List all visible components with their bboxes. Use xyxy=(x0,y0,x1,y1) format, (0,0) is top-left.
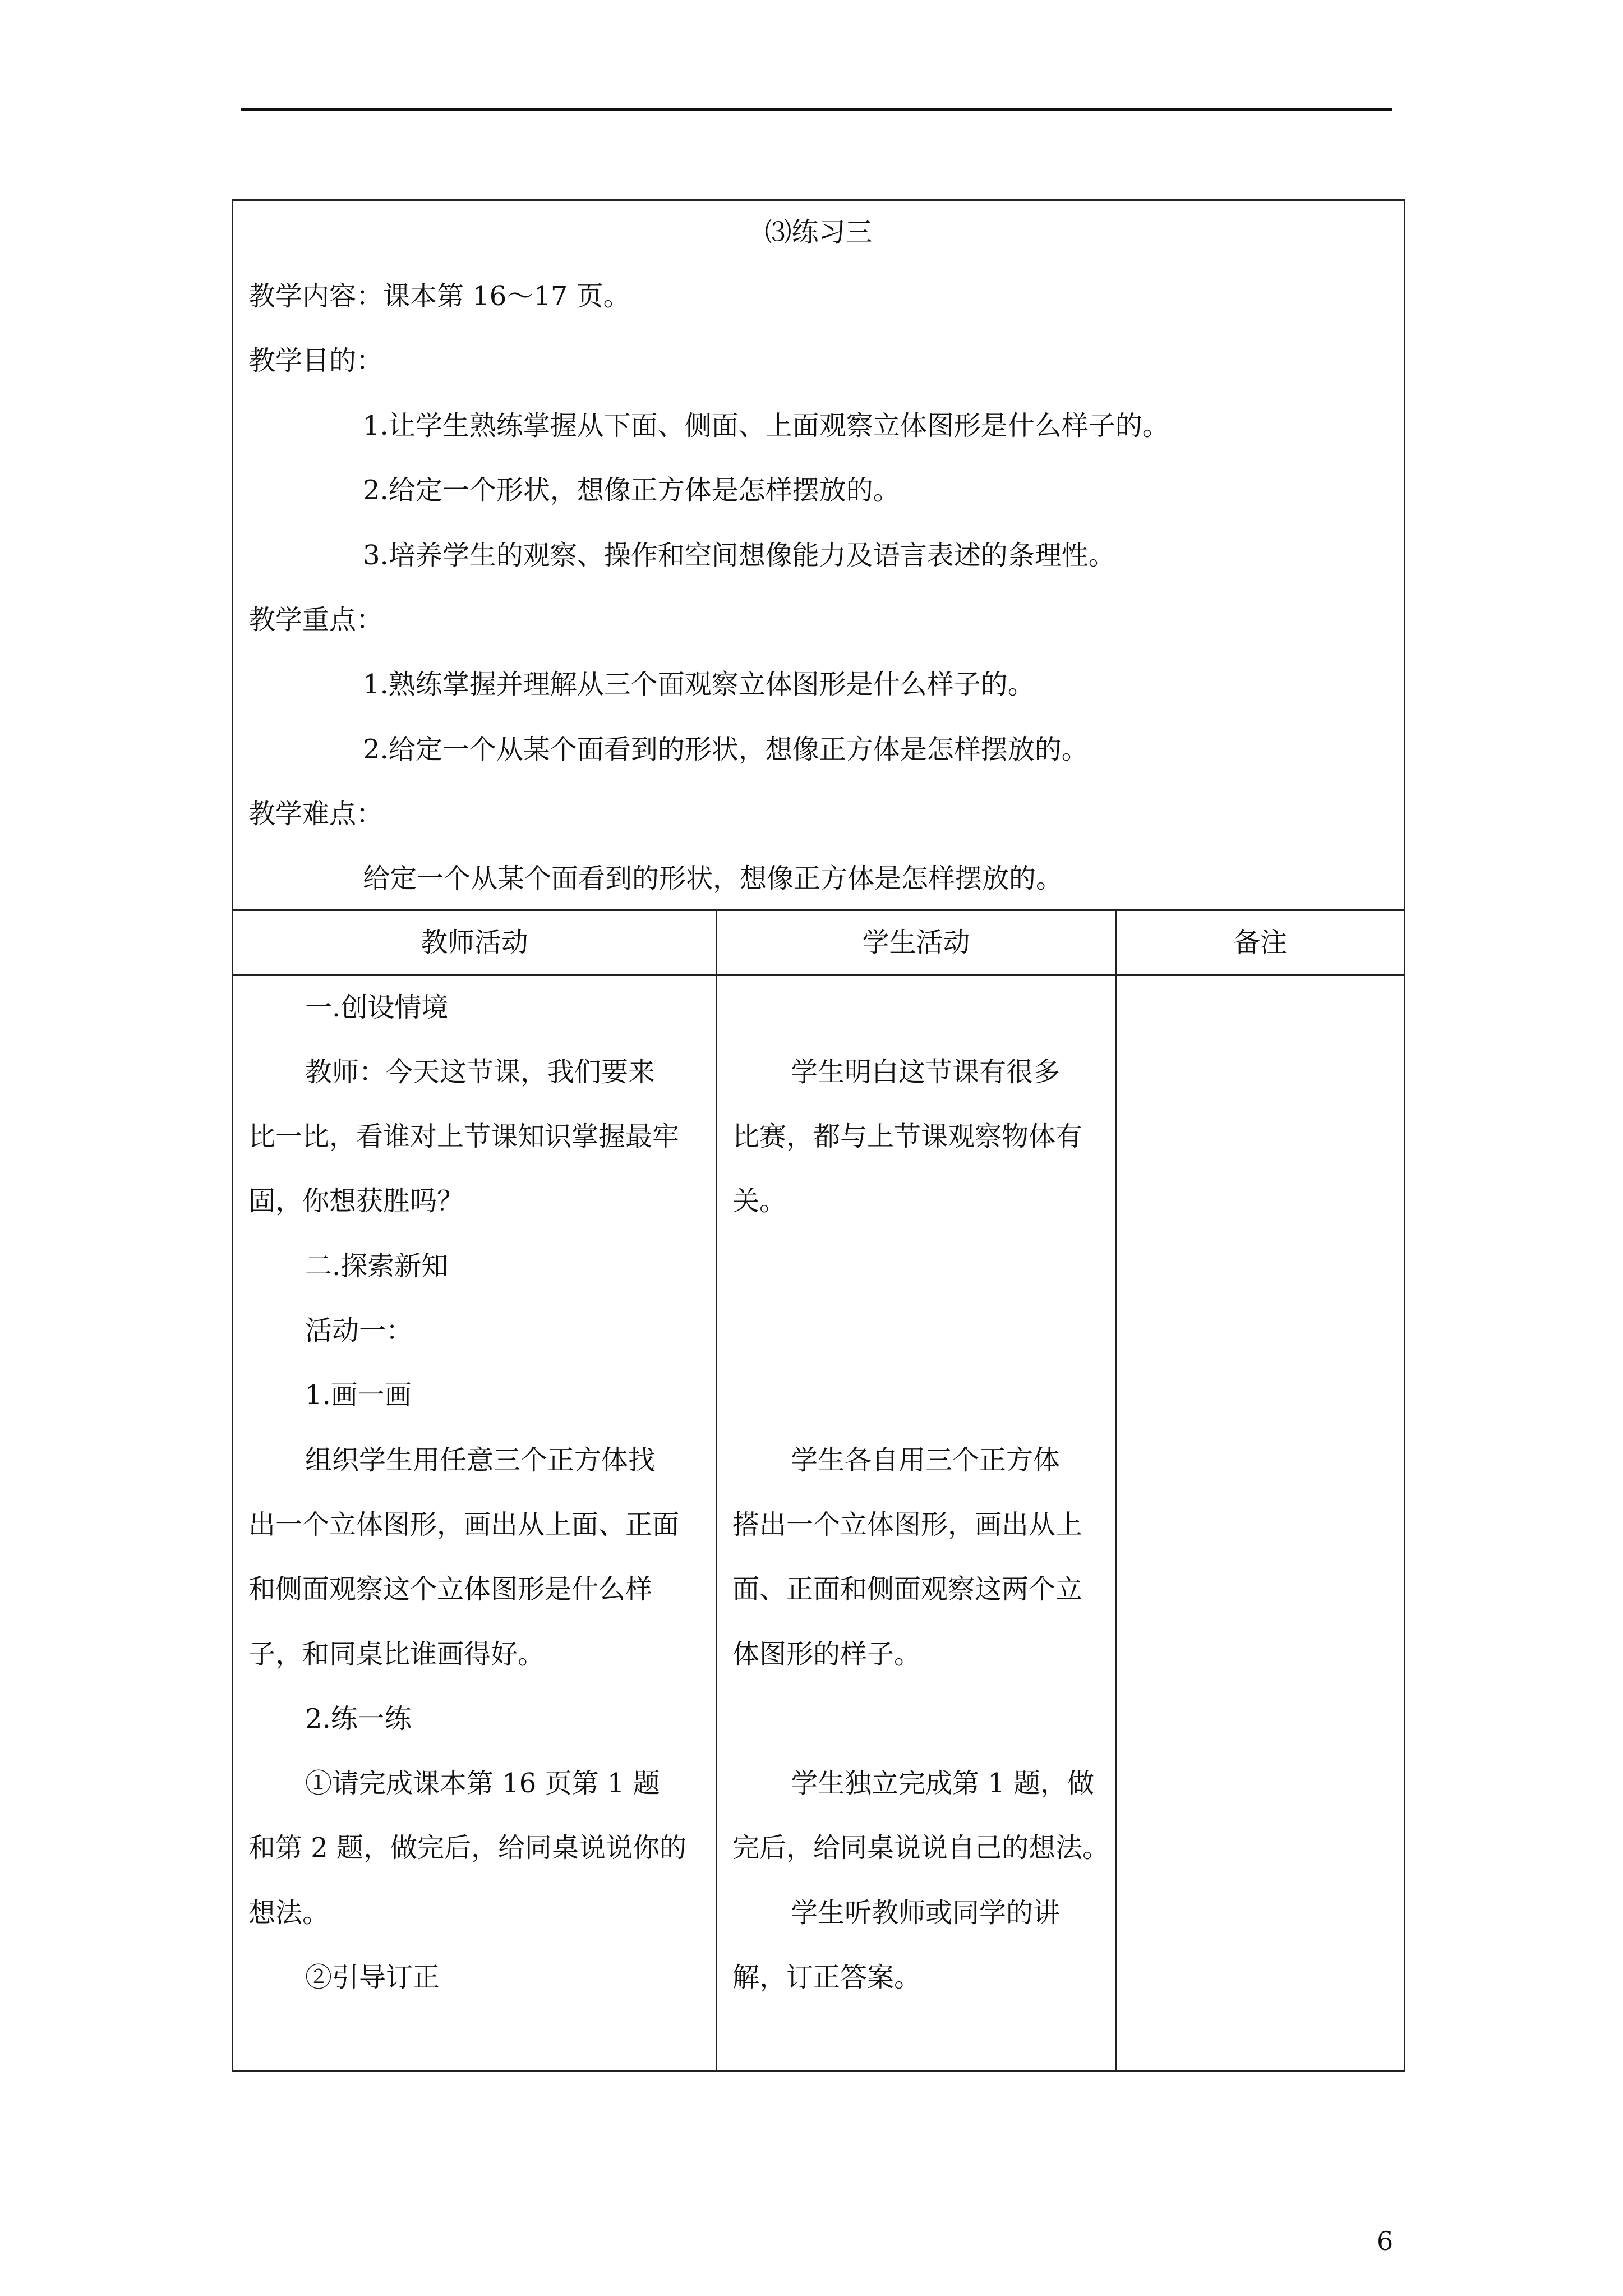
teacher-line: 想法。 xyxy=(248,1897,330,1929)
teacher-line: 和第 2 题，做完后，给同桌说说你的 xyxy=(248,1832,687,1864)
header-rule xyxy=(241,108,1392,111)
teacher-line: ①请完成课本第 16 页第 1 题 xyxy=(305,1768,660,1799)
content-label: 教学内容：课本第 16～17 页。 xyxy=(248,280,630,312)
goal-item: 2.给定一个形状，想像正方体是怎样摆放的。 xyxy=(363,475,900,506)
student-line: 面、正面和侧面观察这两个立 xyxy=(732,1573,1083,1605)
column-divider-1 xyxy=(716,909,717,2072)
teacher-line: 组织学生用任意三个正方体找 xyxy=(305,1444,656,1476)
header-teacher-activity: 教师活动 xyxy=(420,927,528,958)
teacher-line: 子，和同桌比谁画得好。 xyxy=(248,1639,545,1670)
difficulty-text: 给定一个从某个面看到的形状，想像正方体是怎样摆放的。 xyxy=(363,863,1063,894)
teacher-line: 2.练一练 xyxy=(305,1703,412,1734)
student-line: 搭出一个立体图形，画出从上 xyxy=(732,1509,1083,1540)
lesson-title: ⑶练习三 xyxy=(764,217,873,248)
teacher-line: 一.创设情境 xyxy=(305,992,449,1023)
student-line: 关。 xyxy=(732,1185,787,1217)
student-line: 完后，给同桌说说自己的想法。 xyxy=(732,1832,1110,1864)
student-line: 学生听教师或同学的讲 xyxy=(791,1897,1061,1929)
teacher-line: 固，你想获胜吗？ xyxy=(248,1185,464,1217)
difficulties-label: 教学难点： xyxy=(248,798,384,830)
teacher-line: 教师：今天这节课，我们要来 xyxy=(305,1056,656,1088)
header-row-bottom-line xyxy=(232,974,1405,976)
student-line: 学生各自用三个正方体 xyxy=(791,1444,1061,1476)
goal-item: 3.培养学生的观察、操作和空间想像能力及语言表述的条理性。 xyxy=(363,540,1115,571)
teacher-line: 二.探索新知 xyxy=(305,1250,449,1282)
goals-label: 教学目的： xyxy=(248,345,384,376)
student-line: 体图形的样子。 xyxy=(732,1639,921,1670)
header-row-top-line xyxy=(232,909,1405,911)
goal-item: 1.让学生熟练掌握从下面、侧面、上面观察立体图形是什么样子的。 xyxy=(363,410,1169,441)
column-divider-2 xyxy=(1115,909,1117,2072)
key-point-item: 1.熟练掌握并理解从三个面观察立体图形是什么样子的。 xyxy=(363,669,1035,700)
teacher-line: 活动一： xyxy=(305,1315,413,1346)
header-notes: 备注 xyxy=(1233,927,1287,958)
teacher-line: ②引导订正 xyxy=(305,1962,440,1993)
student-line: 解，订正答案。 xyxy=(732,1962,921,1993)
teacher-line: 1.画一画 xyxy=(305,1379,412,1411)
teacher-line: 出一个立体图形，画出从上面、正面 xyxy=(248,1509,680,1540)
student-line: 学生独立完成第 1 题，做 xyxy=(791,1768,1095,1799)
key-points-label: 教学重点： xyxy=(248,604,384,636)
teacher-line: 和侧面观察这个立体图形是什么样 xyxy=(248,1573,653,1605)
teacher-line: 比一比，看谁对上节课知识掌握最牢 xyxy=(248,1121,680,1152)
student-line: 比赛，都与上节课观察物体有 xyxy=(732,1121,1083,1152)
student-line: 学生明白这节课有很多 xyxy=(791,1056,1061,1088)
page-number: 6 xyxy=(1377,2226,1394,2256)
header-student-activity: 学生活动 xyxy=(862,927,970,958)
key-point-item: 2.给定一个从某个面看到的形状，想像正方体是怎样摆放的。 xyxy=(363,734,1089,765)
